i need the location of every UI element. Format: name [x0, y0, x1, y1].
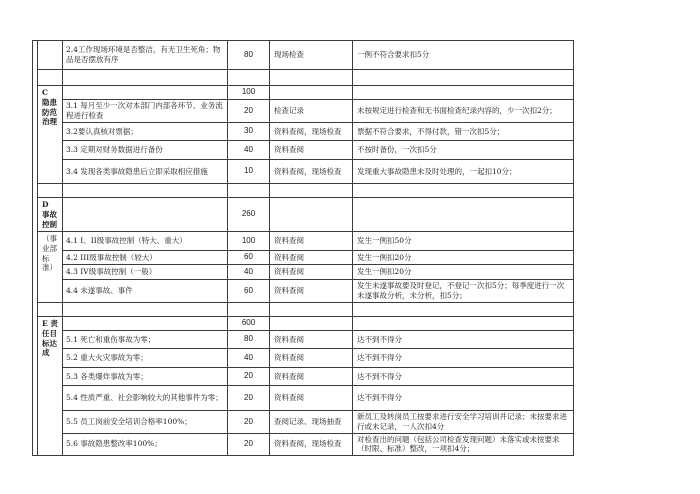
- criteria-cell: 达不到不得分: [353, 386, 574, 411]
- method-cell: [270, 317, 353, 331]
- table-row: [33, 280, 574, 303]
- score-cell: [228, 303, 270, 317]
- method-cell: 资料查阅，现场检查: [270, 433, 353, 456]
- table-row: [33, 123, 574, 141]
- table-row: [33, 368, 574, 386]
- method-cell: 资料查阅: [270, 386, 353, 411]
- criteria-cell: 未按规定进行检查和无书面检查纪录内容的，少一次扣2分；: [353, 100, 574, 123]
- table-row: [33, 411, 574, 434]
- item-cell: 4.1 I、II级事故控制（特大、重大）: [63, 232, 228, 251]
- document-page: [32, 40, 574, 456]
- table-row: [33, 41, 574, 70]
- criteria-cell: 不按时备份，一次扣5分: [353, 141, 574, 160]
- table-row: [33, 386, 574, 411]
- table-row-blank: [33, 70, 574, 86]
- table-row-section-e-header: [33, 317, 574, 331]
- item-cell: 5.6 事故隐患整改率100%；: [63, 433, 228, 456]
- table-row: [33, 100, 574, 123]
- table-row: [33, 349, 574, 368]
- score-cell: 20: [228, 368, 270, 386]
- criteria-cell: 一例不符合要求扣5分: [353, 41, 574, 70]
- table-row-section-c-header: [33, 86, 574, 100]
- criteria-cell: 发生未遂事故要及时登记，不登记一次扣5分；每季度进行一次未遂事故分析，未分析，扣5分；: [353, 280, 574, 303]
- table-row-blank: [33, 303, 574, 317]
- score-cell: [228, 184, 270, 198]
- score-cell: 40: [228, 349, 270, 368]
- item-cell: 3.2要认真核对票据；: [63, 123, 228, 141]
- method-cell: 资料查阅，现场检查: [270, 123, 353, 141]
- section-d-label-cell: D 事故控制: [38, 198, 63, 232]
- section-label-cell: [38, 41, 63, 70]
- score-cell: 80: [228, 41, 270, 70]
- item-cell: [63, 184, 228, 198]
- item-cell: 4.2 III级事故控制（较大）: [63, 251, 228, 265]
- section-label-cell: [38, 70, 63, 86]
- score-cell: [228, 70, 270, 86]
- method-cell: 资料查阅: [270, 349, 353, 368]
- score-cell: 40: [228, 265, 270, 280]
- method-cell: [270, 70, 353, 86]
- section-d-sub-label-cell: （事业部标准）: [38, 232, 63, 303]
- item-cell: [63, 198, 228, 232]
- table-row-section-d-header: [33, 198, 574, 232]
- criteria-cell: [353, 70, 574, 86]
- score-cell: 20: [228, 100, 270, 123]
- criteria-cell: [353, 184, 574, 198]
- section-c-label-cell: C 隐患防范治理: [38, 86, 63, 184]
- item-cell: [63, 86, 228, 100]
- item-cell: 3.1 每月至少一次对本部门内部各环节、业务流程进行检查: [63, 100, 228, 123]
- score-cell: 20: [228, 386, 270, 411]
- score-cell: 40: [228, 141, 270, 160]
- criteria-cell: 发生一例扣50分: [353, 232, 574, 251]
- method-cell: 检查记录: [270, 100, 353, 123]
- criteria-cell: 新员工及转岗员工按要求进行安全学习培训并记录；未按要求进行或未记录，一人次扣4分: [353, 411, 574, 434]
- item-cell: 5.3 各类爆炸事故为零；: [63, 368, 228, 386]
- score-cell: 100: [228, 86, 270, 100]
- item-cell: 2.4工作现场环境是否整洁，有无卫生死角；物品是否摆放有序: [63, 41, 228, 70]
- item-cell: 5.2 重大火灾事故为零；: [63, 349, 228, 368]
- table-row: [33, 265, 574, 280]
- criteria-cell: 达不到不得分: [353, 331, 574, 349]
- table-row: [33, 433, 574, 456]
- method-cell: [270, 184, 353, 198]
- assessment-table: [32, 40, 574, 456]
- section-label-cell: [38, 303, 63, 317]
- section-label-cell: [38, 184, 63, 198]
- method-cell: [270, 198, 353, 232]
- criteria-cell: 达不到不得分: [353, 349, 574, 368]
- method-cell: 资料查阅: [270, 265, 353, 280]
- score-cell: 60: [228, 280, 270, 303]
- method-cell: 资料查阅: [270, 232, 353, 251]
- method-cell: 资料查阅: [270, 141, 353, 160]
- item-cell: 5.1 死亡和重伤事故为零；: [63, 331, 228, 349]
- table-row: [33, 232, 574, 251]
- item-cell: 5.4 性质严重、社会影响较大的其他事件为零；: [63, 386, 228, 411]
- method-cell: 现场检查: [270, 41, 353, 70]
- score-cell: 30: [228, 123, 270, 141]
- method-cell: 查阅记录、现场抽查: [270, 411, 353, 434]
- method-cell: 资料查阅，现场检查: [270, 160, 353, 184]
- criteria-cell: 对检查出的问题（包括公司检查发现问题）未落实或未按要求（时限、标准）整改，一项扣4分；: [353, 433, 574, 456]
- criteria-cell: 发生一例扣20分: [353, 251, 574, 265]
- item-cell: 5.5 员工岗前安全培训合格率100%；: [63, 411, 228, 434]
- table-row: [33, 331, 574, 349]
- score-cell: 600: [228, 317, 270, 331]
- score-cell: 260: [228, 198, 270, 232]
- score-cell: 100: [228, 232, 270, 251]
- item-cell: 3.4 发现各类事故隐患后立即采取相应措施: [63, 160, 228, 184]
- criteria-cell: 票据不符合要求，不得付款，错一次扣5分；: [353, 123, 574, 141]
- method-cell: 资料查阅: [270, 331, 353, 349]
- score-cell: 60: [228, 251, 270, 265]
- criteria-cell: [353, 303, 574, 317]
- table-row-blank: [33, 184, 574, 198]
- item-cell: 4.3 IV级事故控制（一般）: [63, 265, 228, 280]
- item-cell: 4.4 未遂事故、事件: [63, 280, 228, 303]
- criteria-cell: 发现重大事故隐患未及时处理的，一起扣10分；: [353, 160, 574, 184]
- method-cell: 资料查阅: [270, 280, 353, 303]
- score-cell: 80: [228, 331, 270, 349]
- score-cell: 20: [228, 433, 270, 456]
- method-cell: [270, 86, 353, 100]
- score-cell: 10: [228, 160, 270, 184]
- item-cell: 3.3 定期对财务数据进行备份: [63, 141, 228, 160]
- criteria-cell: 达不到不得分: [353, 368, 574, 386]
- criteria-cell: [353, 198, 574, 232]
- item-cell: [63, 70, 228, 86]
- table-row: [33, 251, 574, 265]
- method-cell: 资料查阅: [270, 368, 353, 386]
- method-cell: 资料查阅: [270, 251, 353, 265]
- criteria-cell: [353, 86, 574, 100]
- section-e-label-cell: E 责任目标达成: [38, 317, 63, 456]
- item-cell: [63, 317, 228, 331]
- table-row: [33, 160, 574, 184]
- method-cell: [270, 303, 353, 317]
- table-row: [33, 141, 574, 160]
- criteria-cell: [353, 317, 574, 331]
- score-cell: 20: [228, 411, 270, 434]
- item-cell: [63, 303, 228, 317]
- criteria-cell: 发生一例扣20分: [353, 265, 574, 280]
